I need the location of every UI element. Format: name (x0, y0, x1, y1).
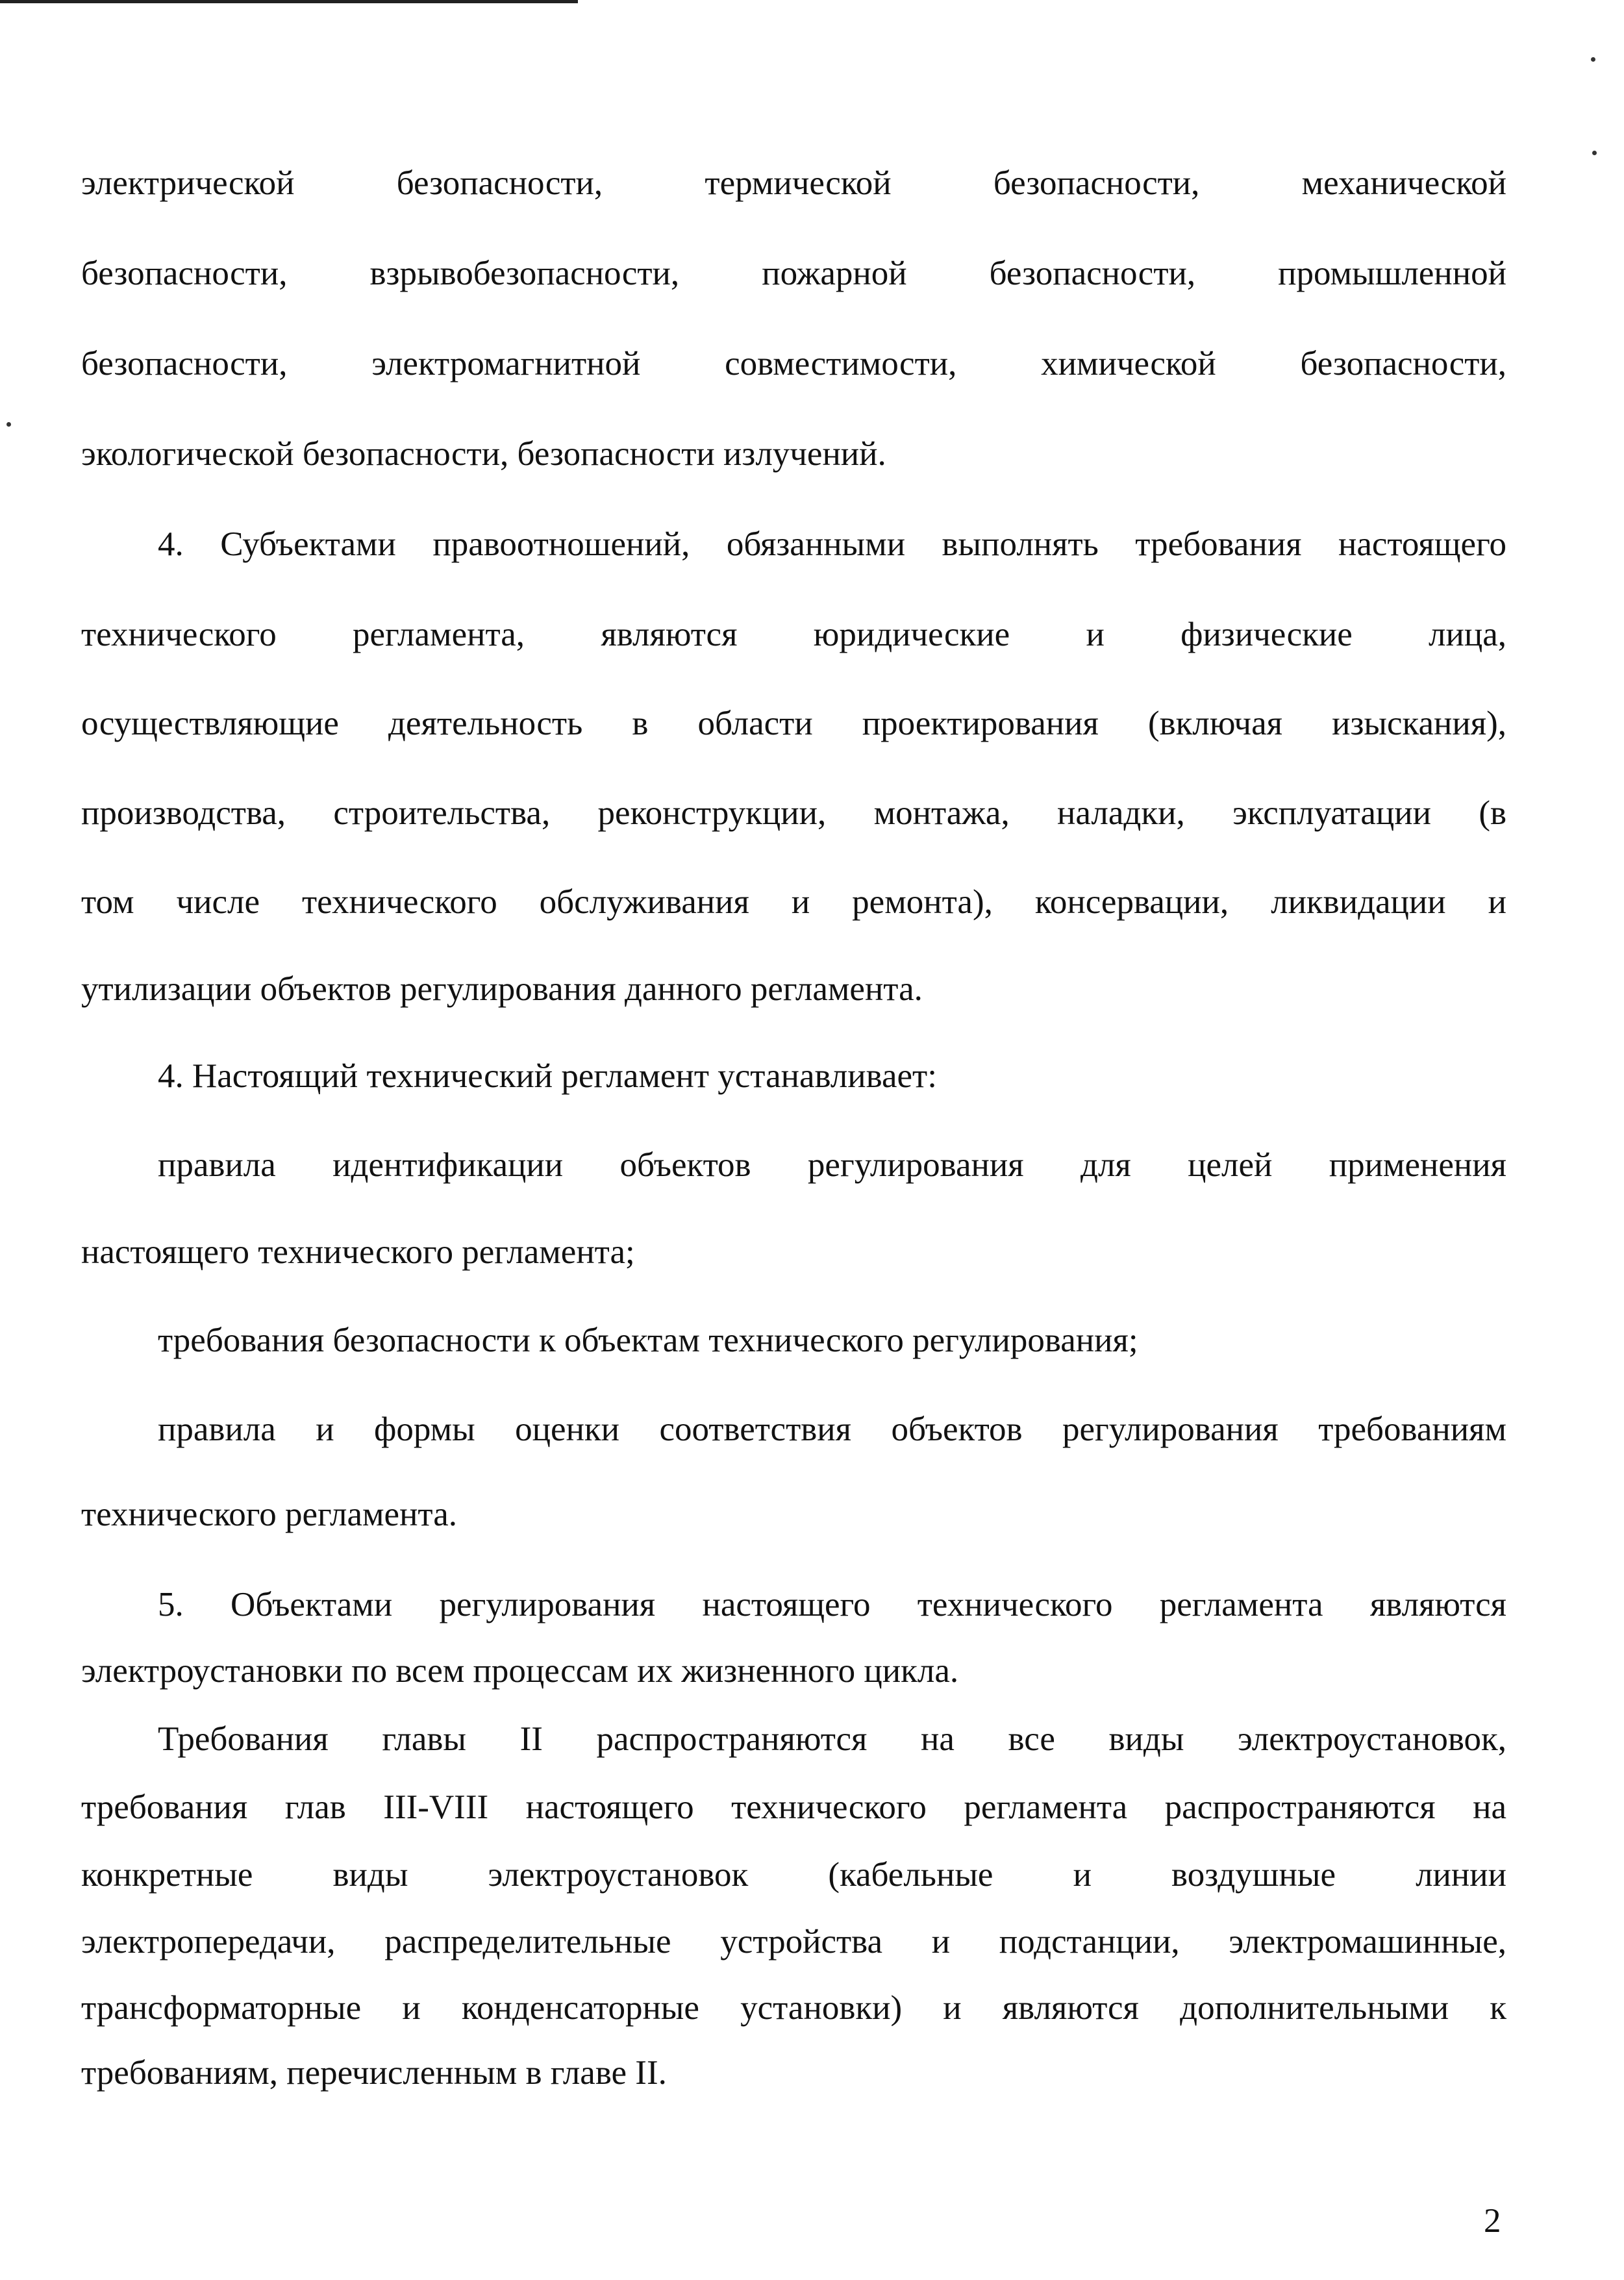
text-line: требования глав III-VIII настоящего технического регламента распространяются на (81, 1788, 1506, 1826)
text-line: экологической безопасности, безопасности излучений. (81, 435, 886, 473)
text-line: безопасности, электромагнитной совместимости, химической безопасности, (81, 345, 1506, 382)
scan-edge-line (0, 0, 578, 3)
text-line: осуществляющие деятельность в области проектирования (включая изыскания), (81, 705, 1506, 742)
scan-speck (6, 422, 11, 427)
text-line: производства, строительства, реконструкции, монтажа, наладки, эксплуатации (в (81, 794, 1506, 832)
text-line: правила идентификации объектов регулирования для целей применения (158, 1146, 1506, 1184)
text-line: электроустановки по всем процессам их жизненного цикла. (81, 1652, 959, 1690)
text-line: правила и формы оценки соответствия объектов регулирования требованиям (158, 1410, 1506, 1448)
text-line: трансформаторные и конденсаторные установки) и являются дополнительными к (81, 1989, 1506, 2027)
text-line: 5. Объектами регулирования настоящего технического регламента являются (158, 1586, 1506, 1623)
text-line: технического регламента, являются юридические и физические лица, (81, 616, 1506, 653)
text-line: том числе технического обслуживания и ремонта), консервации, ликвидации и (81, 883, 1506, 921)
text-line: технического регламента. (81, 1496, 458, 1533)
text-line: 4. Настоящий технический регламент устанавливает: (158, 1057, 937, 1095)
text-line: требованиям, перечисленным в главе II. (81, 2054, 667, 2092)
text-line: конкретные виды электроустановок (кабельные и воздушные линии (81, 1856, 1506, 1894)
text-line: электропередачи, распределительные устройства и подстанции, электромашинные, (81, 1923, 1506, 1961)
scan-speck (1591, 57, 1595, 62)
text-line: утилизации объектов регулирования данного регламента. (81, 970, 923, 1008)
text-line: безопасности, взрывобезопасности, пожарной безопасности, промышленной (81, 255, 1506, 292)
scan-speck (1592, 151, 1597, 155)
text-line: 4. Субъектами правоотношений, обязанными выполнять требования настоящего (158, 525, 1506, 563)
text-line: Требования главы II распространяются на все виды электроустановок, (158, 1720, 1506, 1758)
text-line: требования безопасности к объектам технического регулирования; (158, 1322, 1138, 1359)
text-line: электрической безопасности, термической безопасности, механической (81, 164, 1506, 202)
page-number: 2 (1484, 2202, 1501, 2240)
text-line: настоящего технического регламента; (81, 1233, 635, 1271)
